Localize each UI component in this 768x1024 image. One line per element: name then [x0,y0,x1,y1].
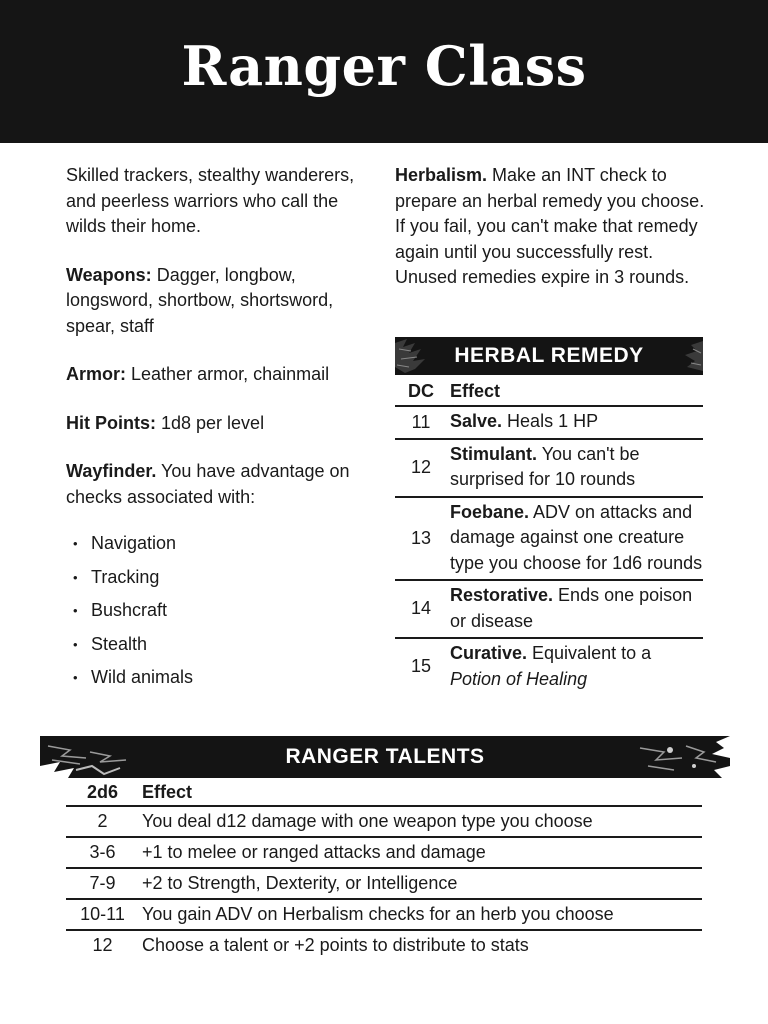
effect-cell: You gain ADV on Herbalism checks for an herb you choose [139,899,702,930]
wayfinder-entry [66,459,376,510]
weapons-text: Dagger, longbow, longsword, shortbow, shortsword, spear, staff [66,264,334,336]
table-row [66,930,702,960]
roll-column-header: 2d6 [86,781,119,802]
list-item: • Stealth [66,632,376,666]
remedy-name: Stimulant. [450,443,538,464]
effect-cell: +1 to melee or ranged attacks and damage [139,837,702,868]
roll-cell: 2 [66,806,139,837]
effect-cell [447,406,703,439]
herbalism-entry [395,163,705,291]
effect-cell [447,638,703,695]
remedy-text: Ends one poison or disease [450,585,693,631]
herbalism-label: Herbalism. [395,165,488,185]
roll-cell: 7-9 [66,868,139,899]
hit-points-label: Hit Points: [66,412,156,433]
list-item: • Bushcraft [66,598,376,632]
brush-texture-icon [395,337,445,375]
table-header-row [66,779,702,806]
remedy-text: Equivalent to a [527,643,652,663]
wayfinder-list [66,531,376,699]
page-title: Ranger Class [181,33,587,98]
title-banner [0,0,768,143]
herbalism-text: Make an INT check to prepare an herbal remedy you choose. If you fail, you can't make that remedy again until you successfully rest. Unused remedies expire in 3 rounds. [395,165,705,287]
table-row [66,899,702,930]
dc-cell: 12 [395,439,447,497]
table-row [395,580,703,638]
brush-texture-icon [663,337,703,375]
wayfinder-text: You have advantage on checks associated with: [66,461,350,507]
ranger-talents-title: RANGER TALENTS [285,745,485,768]
remedy-italic-text: Potion of Healing [450,668,588,689]
remedy-text: ADV on attacks and damage against one creature type you choose for 1d6 rounds [450,501,703,573]
brush-texture-icon [620,736,730,778]
dc-column-header: DC [408,381,434,401]
effect-column-header: Effect [450,381,501,401]
dc-cell: 13 [395,497,447,581]
table-row [66,868,702,899]
dc-cell: 11 [395,406,447,439]
remedy-name: Curative. [450,643,528,663]
roll-cell: 12 [66,930,139,960]
armor-text: Leather armor, chainmail [126,364,330,384]
herbal-remedy-banner [395,337,703,375]
armor-label: Armor: [66,364,127,384]
list-item: • Navigation [66,531,376,565]
left-column [66,163,376,699]
herbal-remedy-title: HERBAL REMEDY [454,344,644,367]
effect-cell: +2 to Strength, Dexterity, or Intelligence [139,868,702,899]
armor-entry [66,362,376,388]
remedy-name: Restorative. [450,585,554,605]
herbal-remedy-table [395,378,703,695]
intro-text: Skilled trackers, stealthy wanderers, and peerless warriors who call the wilds their home. [66,165,355,236]
remedy-text: Heals 1 HP [502,411,599,431]
table-row [395,406,703,439]
dc-cell: 14 [395,580,447,638]
list-item: • Tracking [66,565,376,599]
effect-cell: You deal d12 damage with one weapon type you choose [139,806,702,837]
table-row [395,439,703,497]
remedy-text: You can't be surprised for 10 rounds [450,443,640,489]
table-row [66,806,702,837]
wayfinder-label: Wayfinder. [66,461,157,481]
table-row [395,638,703,695]
hit-points-text: 1d8 per level [156,412,265,433]
effect-column-header: Effect [142,781,193,802]
weapons-label: Weapons: [66,264,152,285]
ranger-talents-banner [40,736,730,778]
weapons-entry [66,263,376,340]
remedy-name: Foebane. [450,501,530,522]
dc-cell: 15 [395,638,447,695]
effect-cell [447,580,703,638]
table-row [395,497,703,581]
effect-cell: Choose a talent or +2 points to distribute to stats [139,930,702,960]
remedy-name: Salve. [450,411,503,431]
table-row [66,837,702,868]
roll-cell: 3-6 [66,837,139,868]
list-item: • Wild animals [66,665,376,699]
table-header-row [395,378,703,406]
right-column [395,163,705,314]
hit-points-entry [66,411,376,437]
ranger-talents-table [66,779,702,960]
roll-cell: 10-11 [66,899,139,930]
effect-cell [447,439,703,497]
brush-texture-icon [40,736,150,778]
effect-cell [447,497,703,581]
